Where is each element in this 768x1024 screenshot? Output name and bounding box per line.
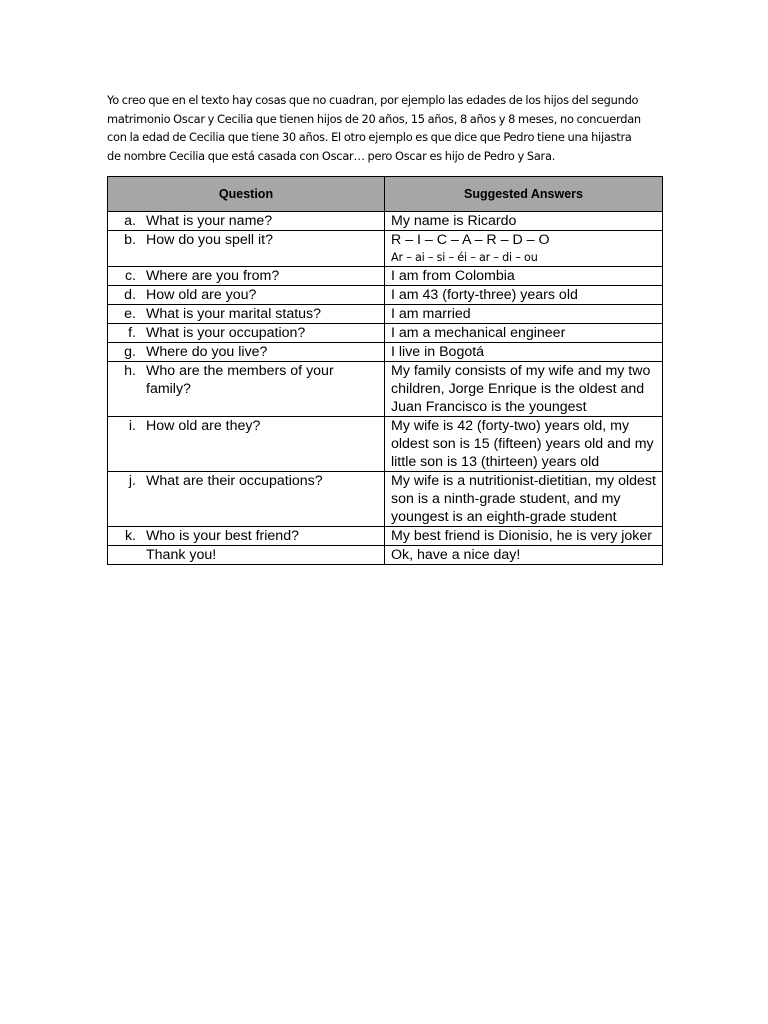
question-letter: i. bbox=[128, 418, 136, 434]
question-letter: d. bbox=[124, 287, 136, 303]
answer-text: My wife is 42 (forty-two) years old, my oldest son is 15 (fifteen) years old and my little son is 13 (thirteen) years old bbox=[391, 418, 654, 470]
answer-text: I am 43 (forty-three) years old bbox=[391, 287, 578, 303]
answer-cell bbox=[385, 267, 663, 286]
answer-cell bbox=[385, 417, 663, 472]
question-cell bbox=[108, 305, 385, 324]
table-row bbox=[108, 212, 663, 231]
question-cell bbox=[108, 212, 385, 231]
answer-cell bbox=[385, 472, 663, 527]
answer-text: I am from Colombia bbox=[391, 268, 515, 284]
answer-pronunciation: Ar – ai – si – éi – ar – di – ou bbox=[391, 251, 538, 264]
answer-text: My family consists of my wife and my two children, Jorge Enrique is the oldest and Juan Francisco is the youngest bbox=[391, 363, 651, 415]
question-text: How old are they? bbox=[146, 418, 261, 434]
question-letter: g. bbox=[124, 344, 136, 360]
question-letter: h. bbox=[124, 363, 136, 379]
answer-text: R – I – C – A – R – D – O bbox=[391, 232, 550, 248]
answer-cell bbox=[385, 324, 663, 343]
question-cell bbox=[108, 527, 385, 546]
question-text: Who are the members of your family? bbox=[146, 363, 334, 397]
answer-cell bbox=[385, 286, 663, 305]
question-letter: f. bbox=[128, 325, 136, 341]
question-cell bbox=[108, 324, 385, 343]
intro-line: matrimonio Oscar y Cecilia que tienen hijos de 20 años, 15 años, 8 años y 8 meses, no concuerdan bbox=[107, 111, 641, 126]
answer-cell bbox=[385, 362, 663, 417]
question-letter: b. bbox=[124, 232, 136, 248]
question-cell bbox=[108, 231, 385, 267]
answer-text: I live in Bogotá bbox=[391, 344, 485, 360]
question-cell bbox=[108, 267, 385, 286]
question-text: What is your marital status? bbox=[146, 306, 322, 322]
answer-cell bbox=[385, 212, 663, 231]
question-cell bbox=[108, 286, 385, 305]
answer-text: I am a mechanical engineer bbox=[391, 325, 566, 341]
question-text: Thank you! bbox=[146, 547, 217, 563]
question-text: What is your name? bbox=[146, 213, 273, 229]
answer-cell bbox=[385, 231, 663, 267]
qa-table bbox=[107, 176, 663, 565]
answer-column-header: Suggested Answers bbox=[385, 177, 663, 212]
question-letter: k. bbox=[124, 528, 136, 544]
intro-line: Yo creo que en el texto hay cosas que no cuadran, por ejemplo las edades de los hijos del segundo bbox=[107, 93, 639, 107]
table-row bbox=[108, 286, 663, 305]
answer-text: My name is Ricardo bbox=[391, 213, 517, 229]
answer-text: I am married bbox=[391, 306, 471, 322]
table-header-row bbox=[108, 177, 663, 212]
question-cell bbox=[108, 472, 385, 527]
question-text: How old are you? bbox=[146, 287, 257, 303]
table-row bbox=[108, 324, 663, 343]
answer-cell bbox=[385, 343, 663, 362]
intro-paragraph bbox=[107, 91, 665, 165]
answer-text: Ok, have a nice day! bbox=[391, 547, 521, 563]
question-cell bbox=[108, 362, 385, 417]
question-text: Who is your best friend? bbox=[146, 528, 299, 544]
table-row bbox=[108, 472, 663, 527]
question-letter: e. bbox=[124, 306, 136, 322]
table-row bbox=[108, 527, 663, 546]
question-text: How do you spell it? bbox=[146, 232, 273, 248]
question-cell bbox=[108, 417, 385, 472]
table-row bbox=[108, 417, 663, 472]
question-text: Where are you from? bbox=[146, 268, 280, 284]
question-cell bbox=[108, 546, 385, 565]
table-row bbox=[108, 362, 663, 417]
table-row bbox=[108, 231, 663, 267]
answer-text: My best friend is Dionisio, he is very joker bbox=[391, 528, 652, 544]
answer-cell bbox=[385, 527, 663, 546]
question-letter: c. bbox=[124, 268, 136, 284]
question-letter bbox=[108, 546, 146, 564]
question-cell bbox=[108, 343, 385, 362]
question-text: What are their occupations? bbox=[146, 473, 323, 489]
table-row bbox=[108, 305, 663, 324]
answer-cell bbox=[385, 546, 663, 565]
question-text: What is your occupation? bbox=[146, 325, 306, 341]
question-text: Where do you live? bbox=[146, 344, 268, 360]
answer-cell bbox=[385, 305, 663, 324]
question-letter: a. bbox=[124, 213, 136, 229]
intro-line: con la edad de Cecilia que tiene 30 años. El otro ejemplo es que dice que Pedro tiene una hijastra bbox=[107, 130, 632, 145]
question-column-header: Question bbox=[108, 177, 385, 212]
table-row bbox=[108, 343, 663, 362]
question-letter: j. bbox=[128, 473, 136, 489]
table-row bbox=[108, 267, 663, 286]
intro-line: de nombre Cecilia que está casada con Oscar… pero Oscar es hijo de Pedro y Sara. bbox=[107, 148, 556, 163]
table-row bbox=[108, 546, 663, 565]
answer-text: My wife is a nutritionist-dietitian, my oldest son is a ninth-grade student, and my youngest is an eighth-grade student bbox=[391, 473, 656, 525]
